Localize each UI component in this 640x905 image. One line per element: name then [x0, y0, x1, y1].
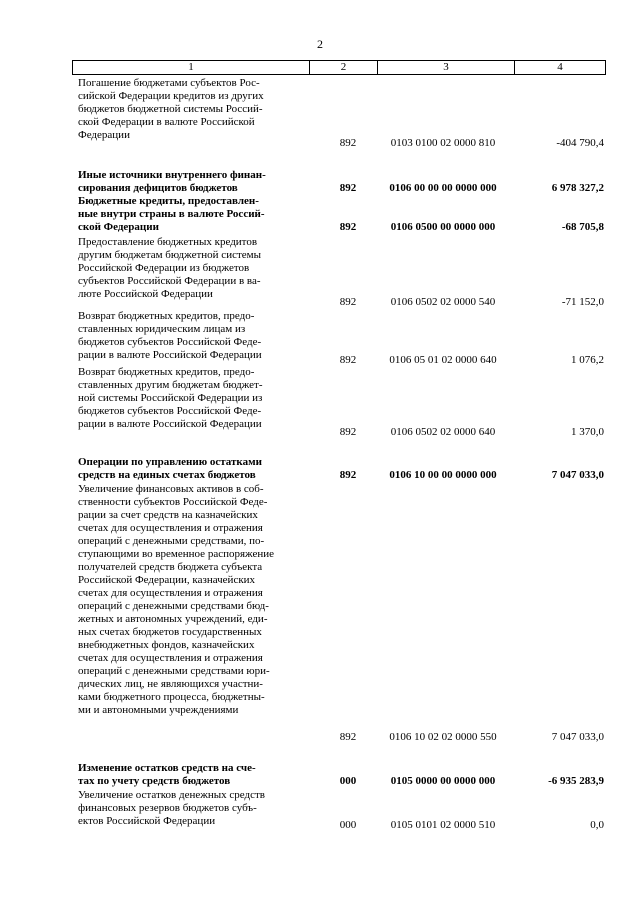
desc-line: счетах для осуществления и отражения — [78, 652, 263, 664]
row-amount: 6 978 327,2 — [551, 182, 604, 194]
desc-line: субъектов Российской Федерации в ва- — [78, 275, 261, 287]
desc-line: Увеличение остатков денежных средств — [78, 789, 265, 801]
page-number: 2 — [317, 37, 323, 51]
desc-line: финансовых резервов бюджетов субъ- — [78, 802, 257, 814]
header-col-2: 2 — [309, 61, 377, 74]
row-kbk: 0106 05 01 02 0000 640 — [389, 354, 497, 366]
row-amount: -71 152,0 — [561, 296, 604, 308]
desc-line: тах по учету средств бюджетов — [78, 775, 231, 787]
row-kbk: 0106 10 02 02 0000 550 — [389, 731, 497, 743]
row-amount: 7 047 033,0 — [551, 469, 604, 481]
row-description — [78, 762, 300, 788]
row-code: 892 — [339, 221, 357, 233]
desc-line: Предоставление бюджетных кредитов — [78, 236, 258, 248]
row-code: 892 — [339, 296, 357, 308]
desc-line: ственности субъектов Российской Феде- — [78, 496, 268, 508]
desc-line: ные внутри страны в валюте Россий- — [78, 208, 265, 220]
desc-line: ставленных юридическим лицам из — [78, 323, 246, 335]
row-amount: -68 705,8 — [561, 221, 604, 233]
row-kbk: 0106 0500 00 0000 000 — [390, 221, 496, 233]
desc-line: ной системы Российской Федерации из — [78, 392, 263, 404]
row-amount: 7 047 033,0 — [551, 731, 604, 743]
row-description — [78, 236, 300, 301]
row-amount: -6 935 283,9 — [548, 775, 604, 787]
table-row — [78, 236, 608, 306]
desc-line: получателей средств бюджета субъекта — [78, 561, 263, 573]
desc-line: дических лиц, не являющихся участни- — [78, 678, 263, 690]
desc-line: рации в валюте Российской Федерации — [78, 349, 262, 361]
row-code: 892 — [339, 426, 357, 438]
desc-line: средств на единых счетах бюджетов — [78, 469, 256, 481]
row-code: 892 — [339, 182, 357, 194]
desc-line: Российской Федерации из бюджетов — [78, 262, 250, 274]
row-description — [78, 77, 300, 142]
desc-line: сийской Федерации кредитов из других — [78, 90, 264, 102]
header-col-1: 1 — [188, 61, 194, 73]
row-code: 892 — [339, 354, 357, 366]
desc-line: Возврат бюджетных кредитов, предо- — [78, 366, 255, 378]
table-row — [78, 483, 608, 743]
header-col-4: 4 — [514, 61, 605, 74]
row-description — [78, 483, 300, 717]
desc-line: ступающими во временное распоряжение — [78, 548, 275, 560]
row-description — [78, 169, 300, 195]
table-header — [72, 60, 606, 75]
table-row — [78, 195, 608, 235]
row-code: 892 — [339, 469, 357, 481]
row-kbk: 0105 0101 02 0000 510 — [390, 819, 496, 831]
desc-line: рации за счет средств на казначейских — [78, 509, 258, 521]
desc-line: ставленных другим бюджетам бюджет- — [78, 379, 263, 391]
row-kbk: 0106 0502 02 0000 540 — [390, 296, 496, 308]
desc-line: операций с денежными средствами юри- — [78, 665, 270, 677]
table-row — [78, 366, 608, 436]
desc-line: рации в валюте Российской Федерации — [78, 418, 262, 430]
row-code: 000 — [339, 775, 357, 787]
row-description — [78, 310, 300, 362]
desc-line: жетных и автономных учреждений, еди- — [78, 613, 268, 625]
desc-line: бюджетов субъектов Российской Феде- — [78, 336, 262, 348]
desc-line: Иные источники внутреннего финан- — [78, 169, 266, 181]
desc-line: Операции по управлению остатками — [78, 456, 262, 468]
table-row — [78, 762, 608, 790]
row-kbk: 0103 0100 02 0000 810 — [390, 137, 496, 149]
row-description — [78, 195, 300, 234]
row-kbk: 0105 0000 00 0000 000 — [390, 775, 496, 787]
desc-line: Российской Федерации, казначейских — [78, 574, 256, 586]
desc-line: операций с денежными средствами бюд- — [78, 600, 269, 612]
desc-line: бюджетов субъектов Российской Феде- — [78, 405, 262, 417]
row-description — [78, 789, 300, 828]
row-kbk: 0106 0502 02 0000 640 — [390, 426, 496, 438]
desc-line: бюджетов бюджетной системы Россий- — [78, 103, 263, 115]
desc-line: сирования дефицитов бюджетов — [78, 182, 238, 194]
row-amount: 1 370,0 — [571, 426, 604, 438]
table-row — [78, 310, 608, 366]
row-code: 892 — [339, 137, 357, 149]
table-row — [78, 456, 608, 484]
row-amount: 1 076,2 — [571, 354, 604, 366]
desc-line: ской Федерации — [78, 221, 159, 233]
row-kbk: 0106 10 00 00 0000 000 — [389, 469, 497, 481]
desc-line: операций с денежными средствами, по- — [78, 535, 265, 547]
row-kbk: 0106 00 00 00 0000 000 — [389, 182, 497, 194]
table-row — [78, 789, 608, 831]
desc-line: счетах для осуществления и отражения — [78, 522, 263, 534]
table-row — [78, 77, 608, 147]
row-code: 892 — [339, 731, 357, 743]
desc-line: внебюджетных фондов, казначейских — [78, 639, 255, 651]
row-amount: -404 790,4 — [556, 137, 604, 149]
desc-line: ных счетах бюджетов государственных — [78, 626, 262, 638]
row-description — [78, 366, 300, 431]
table-row — [78, 169, 608, 197]
desc-line: ектов Российской Федерации — [78, 815, 216, 827]
row-amount: 0,0 — [590, 819, 604, 831]
desc-line: Изменение остатков средств на сче- — [78, 762, 256, 774]
desc-line: ками бюджетного процесса, бюджетны- — [78, 691, 265, 703]
desc-line: Возврат бюджетных кредитов, предо- — [78, 310, 255, 322]
desc-line: Увеличение финансовых активов в соб- — [78, 483, 264, 495]
desc-line: Погашение бюджетами субъектов Рос- — [78, 77, 260, 89]
desc-line: другим бюджетам бюджетной системы — [78, 249, 261, 261]
header-col-3: 3 — [377, 61, 514, 74]
row-description — [78, 456, 300, 482]
row-code: 000 — [339, 819, 357, 831]
desc-line: Федерации — [78, 129, 130, 141]
desc-line: счетах для осуществления и отражения — [78, 587, 263, 599]
desc-line: Бюджетные кредиты, предоставлен- — [78, 195, 259, 207]
desc-line: люте Российской Федерации — [78, 288, 213, 300]
desc-line: ми и автономными учреждениями — [78, 704, 239, 716]
desc-line: ской Федерации в валюте Российской — [78, 116, 255, 128]
